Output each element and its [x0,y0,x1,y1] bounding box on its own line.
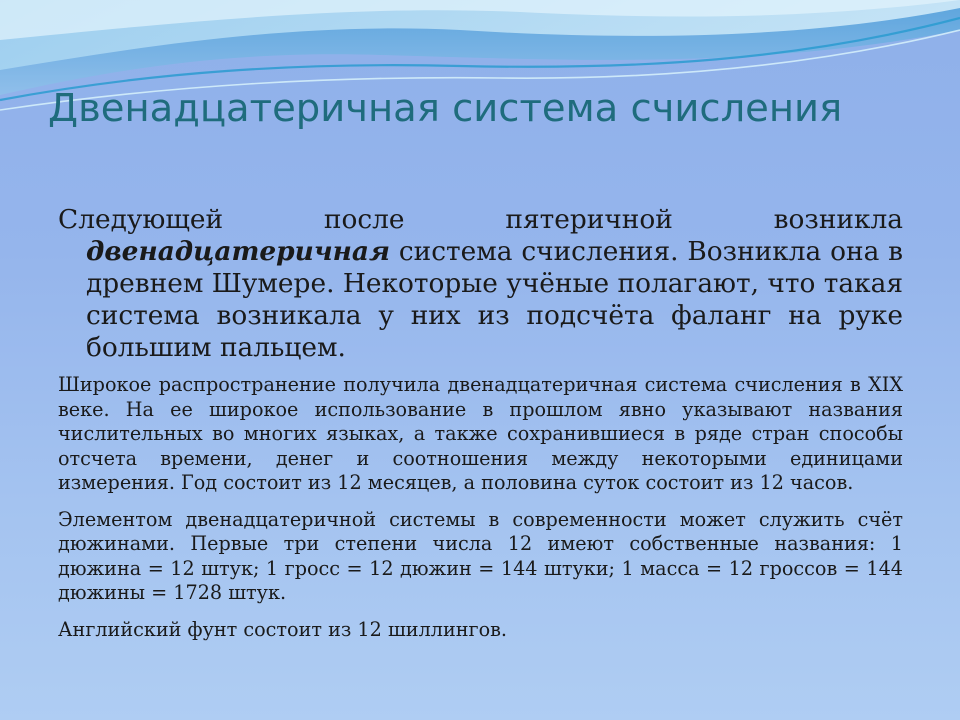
slide-content [58,204,903,642]
slide-title: Двенадцатеричная система счисления [48,86,843,131]
paragraph-origin-rest: система счисления. Возникла она в древнем Шумере. Некоторые учёные полагают, что такая система возникала у них из подсчёта фаланг на руке большим пальцем. [86,236,903,363]
paragraph-origin-emphasis: двенадцатеричная [86,236,391,267]
paragraph-origin [58,204,903,364]
paragraph-spread: Широкое распространение получила двенадцатеричная система счисления в XIX веке. На ее широкое использование в прошлом явно указывают названия числительных во многих языках, а также сохранившиеся в ряде стран способы отсчета времени, денег и соотношения между некоторыми единицами измерения. Год состоит из 12 месяцев, а половина суток состоит из 12 часов. [58,373,903,494]
paragraph-dozens: Элементом двенадцатеричной системы в современности может служить счёт дюжинами. Первые три степени числа 12 имеют собственные названия: 1 дюжина = 12 штук; 1 гросс = 12 дюжин = 144 штуки; 1 масса = 12 гроссов = 144 дюжины = 1728 штук. [58,507,903,604]
paragraph-shillings: Английский фунт состоит из 12 шиллингов. [58,617,508,641]
paragraph-origin-lead: Следующей после пятеричной возникла [58,204,903,235]
